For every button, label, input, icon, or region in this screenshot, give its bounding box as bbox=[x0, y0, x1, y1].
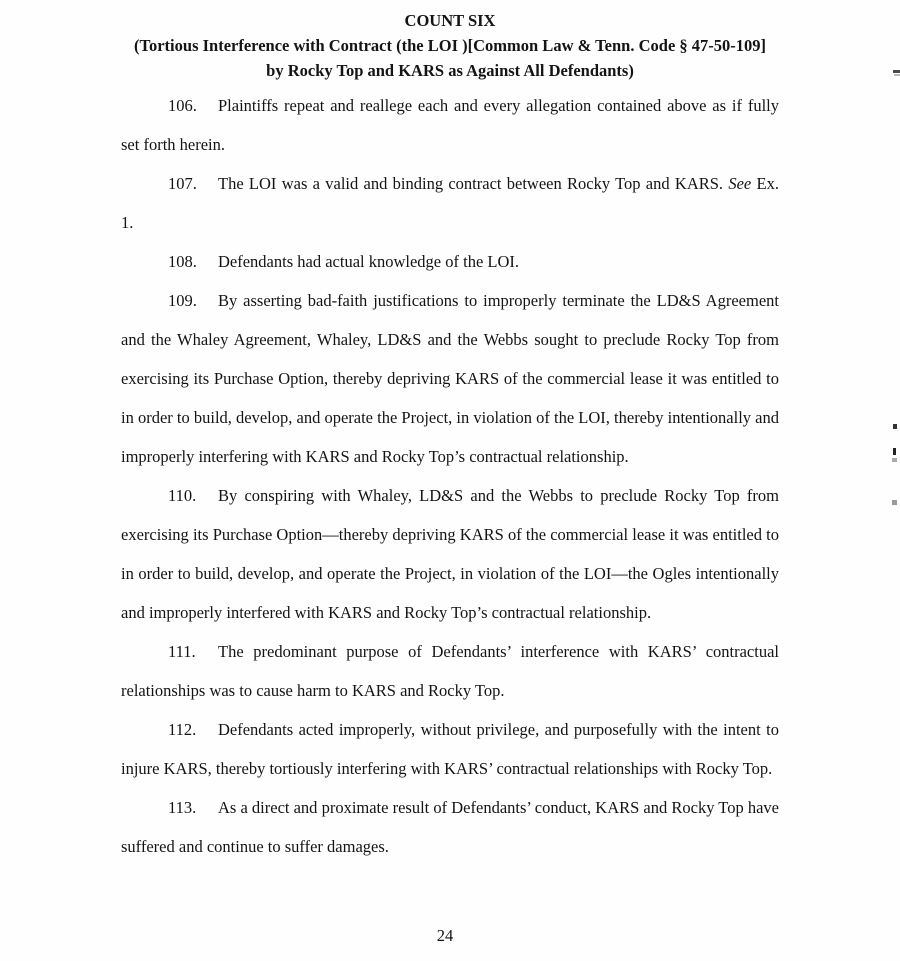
scan-artifact bbox=[892, 500, 897, 505]
paragraph-number: 107. bbox=[168, 174, 197, 193]
scan-artifact bbox=[893, 424, 897, 429]
paragraph-text: The predominant purpose of Defendants’ interference with KARS’ contractual relationships was to cause harm to KARS and Rocky Top. bbox=[121, 642, 779, 700]
paragraph-number: 106. bbox=[168, 96, 197, 115]
scan-artifact bbox=[894, 74, 900, 76]
paragraph-106 bbox=[121, 86, 779, 164]
count-heading bbox=[0, 8, 900, 83]
count-subtitle-line2: by Rocky Top and KARS as Against All Defendants) bbox=[266, 61, 634, 80]
paragraph-text: By asserting bad-faith justifications to improperly terminate the LD&S Agreement and the Whaley Agreement, Whaley, LD&S and the Webbs sought to preclude Rocky Top from exercising its Purchase Option, thereby depriving KARS of the commercial lease it was entitled to in order to build, develop, and operate the Project, in violation of the LOI, thereby intentionally and improperly interfering with KARS and Rocky Top’s contractual relationship. bbox=[121, 291, 779, 466]
paragraph-number: 111. bbox=[168, 642, 196, 661]
scan-artifact bbox=[893, 448, 896, 455]
paragraph-number: 113. bbox=[168, 798, 197, 817]
paragraph-number: 112. bbox=[168, 720, 197, 739]
paragraph-text: By conspiring with Whaley, LD&S and the Webbs to preclude Rocky Top from exercising its Purchase Option—thereby depriving KARS of the commercial lease it was entitled to in order to build, develop, and operate the Project, in violation of the LOI—the Ogles intentionally and improperly interfered with KARS and Rocky Top’s contractual relationship. bbox=[121, 486, 779, 622]
paragraph-110 bbox=[121, 476, 779, 632]
paragraph-113 bbox=[121, 788, 779, 866]
paragraph-107 bbox=[121, 164, 779, 242]
paragraph-text: The LOI was a valid and binding contract between Rocky Top and KARS. bbox=[218, 174, 729, 193]
paragraph-108 bbox=[121, 242, 779, 281]
paragraph-number: 110. bbox=[168, 486, 197, 505]
paragraph-text: Ex. 1. bbox=[121, 174, 779, 232]
paragraph-text: Plaintiffs repeat and reallege each and every allegation contained above as if fully set forth herein. bbox=[121, 96, 779, 154]
count-title: COUNT SIX bbox=[404, 11, 496, 30]
paragraph-text: Defendants acted improperly, without privilege, and purposefully with the intent to injure KARS, thereby tortiously interfering with KARS’ contractual relationships with Rocky Top. bbox=[121, 720, 779, 778]
paragraph-text: Defendants had actual knowledge of the LOI. bbox=[218, 252, 520, 271]
paragraph-number: 109. bbox=[168, 291, 197, 310]
paragraph-text: As a direct and proximate result of Defendants’ conduct, KARS and Rocky Top have suffered and continue to suffer damages. bbox=[121, 798, 779, 856]
scan-artifact bbox=[893, 70, 900, 73]
scan-artifact bbox=[892, 458, 897, 462]
page-number: 24 bbox=[436, 926, 454, 945]
paragraph-text-italic: See bbox=[728, 174, 752, 193]
paragraph-number: 108. bbox=[168, 252, 197, 271]
paragraph-109 bbox=[121, 281, 779, 476]
count-subtitle-line1: (Tortious Interference with Contract (the LOI )[Common Law & Tenn. Code § 47-50-109] bbox=[134, 36, 766, 55]
paragraph-112 bbox=[121, 710, 779, 788]
paragraph-111 bbox=[121, 632, 779, 710]
document-body bbox=[121, 86, 779, 866]
